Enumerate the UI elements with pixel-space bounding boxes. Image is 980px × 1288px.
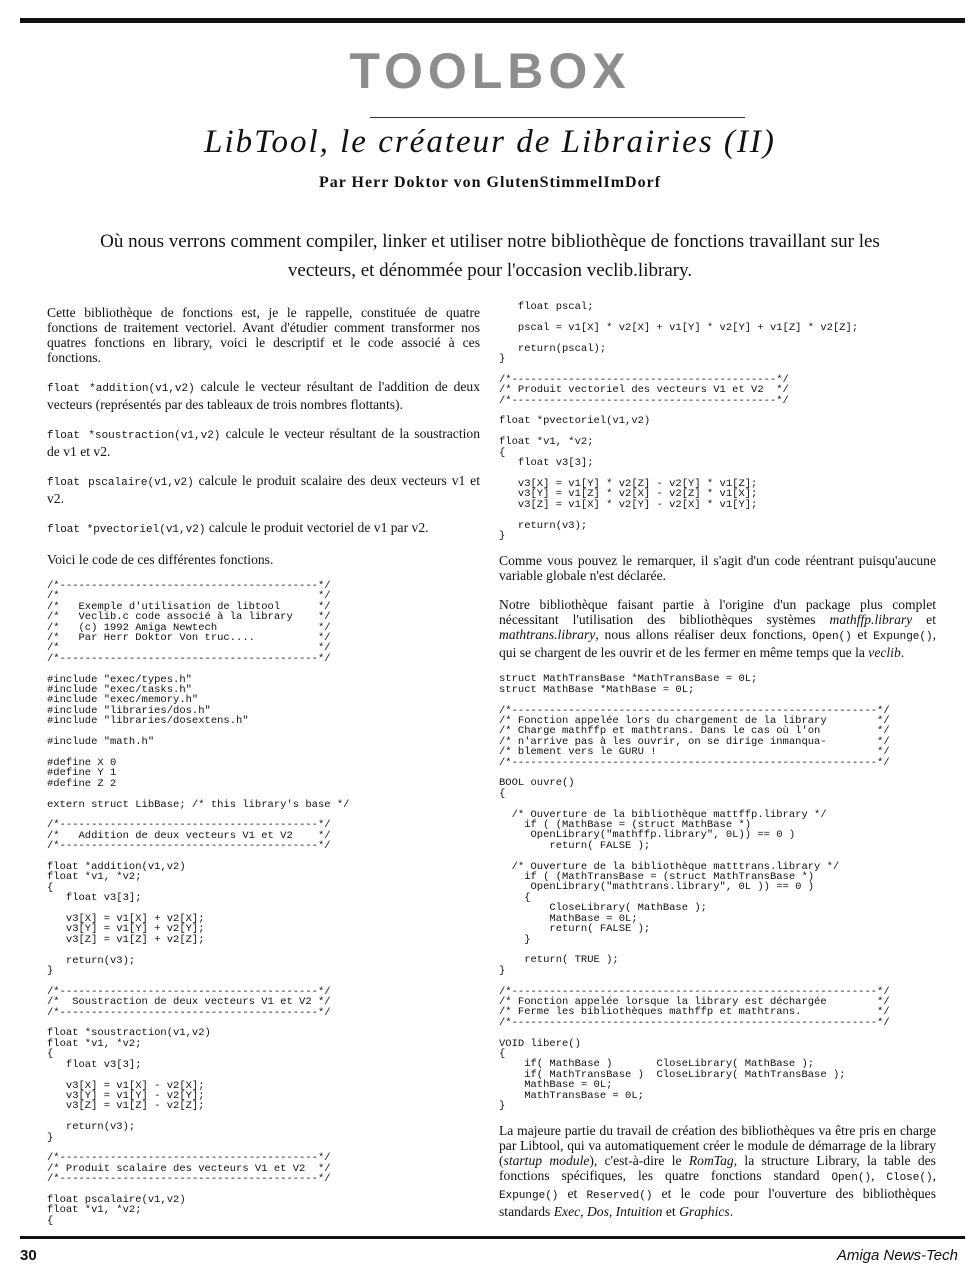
function-pvectoriel-desc xyxy=(47,520,480,538)
italic-text: Exec, Dos, Intuition xyxy=(553,1204,663,1220)
text: et xyxy=(851,627,874,643)
reentrant-paragraph: Comme vous pouvez le remarquer, il s'agit d'un code réentrant puisqu'aucune variable globale n'est déclarée. xyxy=(499,553,936,584)
text: , nous allons réaliser deux fonctions, xyxy=(595,627,813,643)
code-inline: float *soustraction(v1,v2) xyxy=(47,430,221,442)
text: . xyxy=(729,1204,734,1220)
text: La majeure partie du travail de création des bibliothèques va être pris en charge par Libtool, qui va automatiquement créer le module de démarrage de la library ( xyxy=(499,1123,936,1169)
code-inline: Open() xyxy=(831,1172,872,1185)
text: Notre bibliothèque faisant partie à l'origine d'un package plus complet nécessitant l'utilisation des bibliothèques systèmes xyxy=(499,597,936,628)
text: , la structure Library, la table des fonctions spécifiques, les quatre fonctions standard xyxy=(499,1153,936,1184)
bottom-rule xyxy=(20,1236,965,1239)
desc-text: calcule le produit vectoriel de v1 par v2. xyxy=(205,520,429,535)
italic-text: veclib xyxy=(868,645,901,661)
page-number: 30 xyxy=(20,1247,37,1264)
text: et xyxy=(558,1186,587,1202)
italic-text: mathtrans.library xyxy=(499,627,596,643)
libtool-paragraph xyxy=(499,1123,936,1219)
right-column xyxy=(499,302,936,1233)
byline: Par Herr Doktor von GlutenStimmelImDorf xyxy=(318,174,662,191)
text: et xyxy=(662,1204,680,1220)
article-title: LibTool, le créateur de Librairies (II) xyxy=(204,124,776,160)
italic-text: startup module xyxy=(503,1153,590,1169)
section-kicker: TOOLBOX xyxy=(349,43,631,99)
function-pscalaire-desc xyxy=(47,473,480,506)
code-listing-ouvre-libere: struct MathTransBase *MathTransBase = 0L; struct MathBase *MathBase = 0L; /*----------------------------------------------------------*/ /* Fonction appelée lors du chargement de la library */ /* Charge mathffp et mathtrans. Dans le cas où l'on */ /* n'arrive pas à les ouvrir, on se dirige inmanqua- */ /* blement vers le GURU ! */ /*----------------------------------------------------------*/ BOOL ouvre() { /* Ouverture de la bibliothèque mattffp.library */ if ( (MathBase = (struct MathBase *) OpenLibrary("mathffp.library", 0L)) == 0 ) return( FALSE ); /* Ouverture de la bibliothèque matttrans.library */ if ( (MathTransBase = (struct MathTransBase *) OpenLibrary("mathtrans.library", 0L )) == 0 ) { CloseLibrary( MathBase ); MathBase = 0L; return( FALSE ); } return( TRUE ); } /*----------------------------------------------------------*/ /* Fonction appelée lorsque la library est déchargée */ /* Ferme les bibliothèques mathffp et mathtrans. */ /*----------------------------------------------------------*/ VOID libere() { if( MathBase ) CloseLibrary( MathBase ); if( MathTransBase ) CloseLibrary( MathTransBase ); MathBase = 0L; MathTransBase = 0L; } xyxy=(499,673,890,1112)
code-inline: Reserved() xyxy=(586,1190,653,1203)
desc-text: calcule le vecteur résultant de la soustraction de v1 et v2. xyxy=(47,426,480,459)
code-listing-continued: float pscal; pscal = v1[X] * v2[X] + v1[Y] * v2[Y] + v1[Z] * v2[Z]; return(pscal); } /*------------------------------------------*/ /* Produit vectoriel des vecteurs V1 et V2 */ /*------------------------------------------*/ float *pvectoriel(v1,v2) float *v1, *v2; { float v3[3]; v3[X] = v1[Y] * v2[Z] - v2[Y] * v1[Z]; v3[Y] = v1[Z] * v2[X] - v2[Z] * v1[X]; v3[Z] = v1[X] * v2[Y] - v2[X] * v1[Y]; return(v3); } xyxy=(499,301,859,542)
italic-text: Graphics xyxy=(679,1204,730,1220)
code-inline: Expunge() xyxy=(873,631,933,644)
italic-text: mathffp.library xyxy=(829,612,913,628)
text: . xyxy=(900,645,905,661)
text: , xyxy=(932,1168,936,1184)
lead-paragraph: Où nous verrons comment compiler, linker et utiliser notre bibliothèque de fonctions travaillant sur les vecteurs, et dénommée pour l'occasion veclib.library. xyxy=(100,231,880,281)
package-paragraph xyxy=(499,597,936,660)
code-inline: float *addition(v1,v2) xyxy=(47,383,195,395)
top-rule xyxy=(20,18,965,23)
code-intro-paragraph: Voici le code de ces différentes fonctions. xyxy=(47,552,274,567)
code-listing-veclib: /*-----------------------------------------*/ /* */ /* Exemple d'utilisation de libtool */ /* Veclib.c code associé à la library */ /* (c) 1992 Amiga Newtech */ /* Par Herr Doktor Von truc.... */ /* */ /*-----------------------------------------*/ #include "exec/types.h" #include "exec/tasks.h" #include "exec/memory.h" #include "libraries/dos.h" #include "libraries/dosextens.h" #include "math.h" #define X 0 #define Y 1 #define Z 2 extern struct LibBase; /* this library's base */ /*-----------------------------------------*/ /* Addition de deux vecteurs V1 et V2 */ /*-----------------------------------------*/ float *addition(v1,v2) float *v1, *v2; { float v3[3]; v3[X] = v1[X] + v2[X]; v3[Y] = v1[Y] + v2[Y]; v3[Z] = v1[Z] + v2[Z]; return(v3); } /*-----------------------------------------*/ /* Soustraction de deux vecteurs V1 et V2 */ /*-----------------------------------------*/ float *soustraction(v1,v2) float *v1, *v2; { float v3[3]; v3[X] = v1[X] - v2[X]; v3[Y] = v1[Y] - v2[Y]; v3[Z] = v1[Z] - v2[Z]; return(v3); } /*-----------------------------------------*/ /* Produit scalaire des vecteurs V1 et V2 */ /*-----------------------------------------*/ float pscalaire(v1,v2) float *v1, *v2; { xyxy=(47,580,350,1227)
desc-text: calcule le produit scalaire des deux vecteurs v1 et v2. xyxy=(47,473,480,506)
text: ), c'est-à-dire le xyxy=(589,1153,689,1169)
code-inline: float pscalaire(v1,v2) xyxy=(47,477,194,489)
function-addition-desc xyxy=(47,379,480,412)
desc-text: calcule le vecteur résultant de l'addition de deux vecteurs (représentés par des tableaux de trois nombres flottants). xyxy=(47,379,480,412)
code-inline: Expunge() xyxy=(499,1190,559,1203)
publication-name: Amiga News-Tech xyxy=(836,1247,958,1264)
intro-paragraph: Cette bibliothèque de fonctions est, je le rappelle, constituée de quatre fonctions de traitement vectoriel. Avant d'étudier comment transformer nos quatres fonctions en library, voici le descriptif et le code associé à ces fonctions. xyxy=(47,305,480,365)
text: , xyxy=(871,1168,887,1184)
code-inline: Close() xyxy=(886,1172,933,1185)
left-column xyxy=(47,305,480,1228)
code-inline: Open() xyxy=(812,631,852,644)
code-inline: float *pvectoriel(v1,v2) xyxy=(47,524,206,536)
text: , qui se chargent de les ouvrir et de les fermer en même temps que la xyxy=(499,627,937,661)
function-soustraction-desc xyxy=(47,426,480,459)
title-rule xyxy=(370,117,745,118)
text: et xyxy=(912,612,936,628)
italic-text: RomTag xyxy=(688,1153,734,1169)
text: et le code pour l'ouverture des bibliothèques standards xyxy=(499,1186,937,1220)
